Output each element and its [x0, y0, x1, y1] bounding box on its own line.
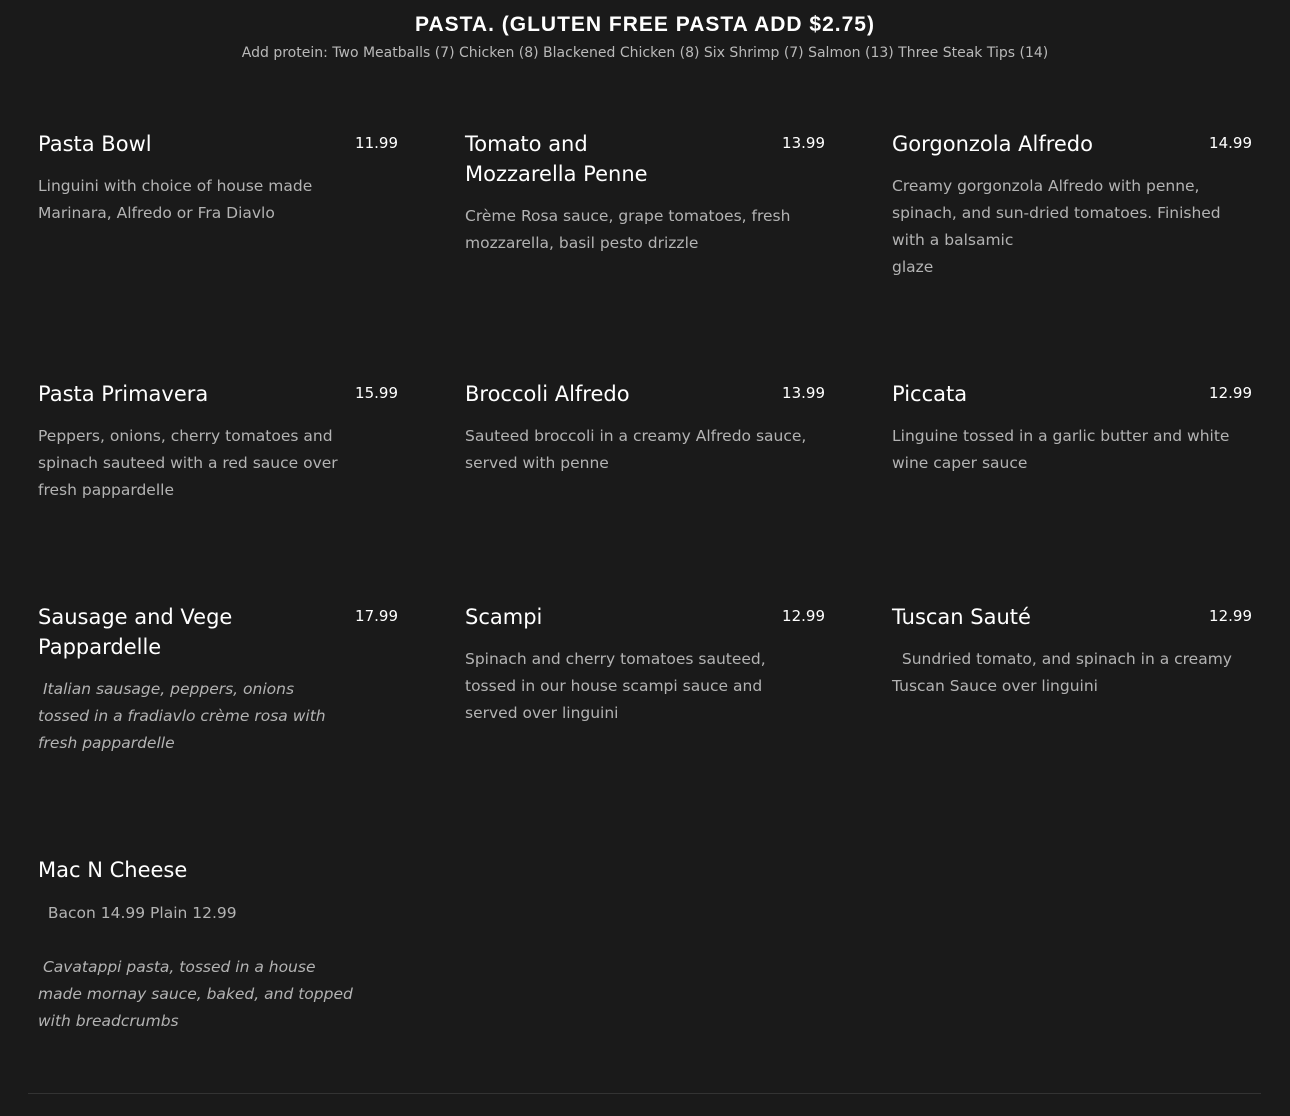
menu-item-variants: Bacon 14.99 Plain 12.99	[38, 904, 237, 922]
section-title: PASTA. (GLUTEN FREE PASTA ADD $2.75)	[415, 13, 875, 36]
menu-item-description: Spinach and cherry tomatoes sauteed, tossed in our house scampi sauce and served over linguini	[465, 650, 766, 722]
menu-item-price: 17.99	[355, 607, 398, 625]
menu-item-name: Pasta Bowl	[38, 132, 152, 156]
menu-item-price: 12.99	[782, 607, 825, 625]
menu-item-description: Peppers, onions, cherry tomatoes and spinach sauteed with a red sauce over fresh pappardelle	[38, 427, 338, 499]
menu-item-name: Sausage and Vege Pappardelle	[38, 605, 233, 659]
menu-item-description: Sundried tomato, and spinach in a creamy Tuscan Sauce over linguini	[892, 650, 1232, 695]
menu-item-price: 13.99	[782, 134, 825, 152]
footer-divider	[28, 1093, 1261, 1094]
menu-item-description: Crème Rosa sauce, grape tomatoes, fresh mozzarella, basil pesto drizzle	[465, 207, 791, 252]
menu-item-description: Linguini with choice of house made Marinara, Alfredo or Fra Diavlo	[38, 177, 313, 222]
menu-item-price: 12.99	[1209, 384, 1252, 402]
menu-item-name: Tomato and Mozzarella Penne	[465, 132, 648, 186]
menu-item-name: Gorgonzola Alfredo	[892, 132, 1093, 156]
menu-item-price: 13.99	[782, 384, 825, 402]
menu-item-description: Creamy gorgonzola Alfredo with penne, spinach, and sun-dried tomatoes. Finished with a balsamic glaze	[892, 177, 1221, 276]
menu-item-description: Linguine tossed in a garlic butter and white wine caper sauce	[892, 427, 1230, 472]
menu-item-description: Cavatappi pasta, tossed in a house made mornay sauce, baked, and topped with breadcrumbs	[38, 958, 353, 1030]
menu-item-description: Sauteed broccoli in a creamy Alfredo sauce, served with penne	[465, 427, 807, 472]
menu-item-price: 14.99	[1209, 134, 1252, 152]
menu-item-price: 12.99	[1209, 607, 1252, 625]
menu-item-name: Pasta Primavera	[38, 382, 209, 406]
menu-item-name: Broccoli Alfredo	[465, 382, 630, 406]
menu-item-price: 15.99	[355, 384, 398, 402]
menu-item-name: Piccata	[892, 382, 968, 406]
menu-item-description: Italian sausage, peppers, onions tossed in a fradiavlo crème rosa with fresh pappardelle	[38, 680, 326, 752]
menu-item-name: Scampi	[465, 605, 543, 629]
add-protein-note: Add protein: Two Meatballs (7) Chicken (8) Blackened Chicken (8) Six Shrimp (7) Salmon (13) Three Steak Tips (14)	[241, 45, 1049, 61]
menu-item-price: 11.99	[355, 134, 398, 152]
menu-item-name: Mac N Cheese	[38, 858, 188, 882]
menu-item-name: Tuscan Sauté	[892, 605, 1031, 629]
